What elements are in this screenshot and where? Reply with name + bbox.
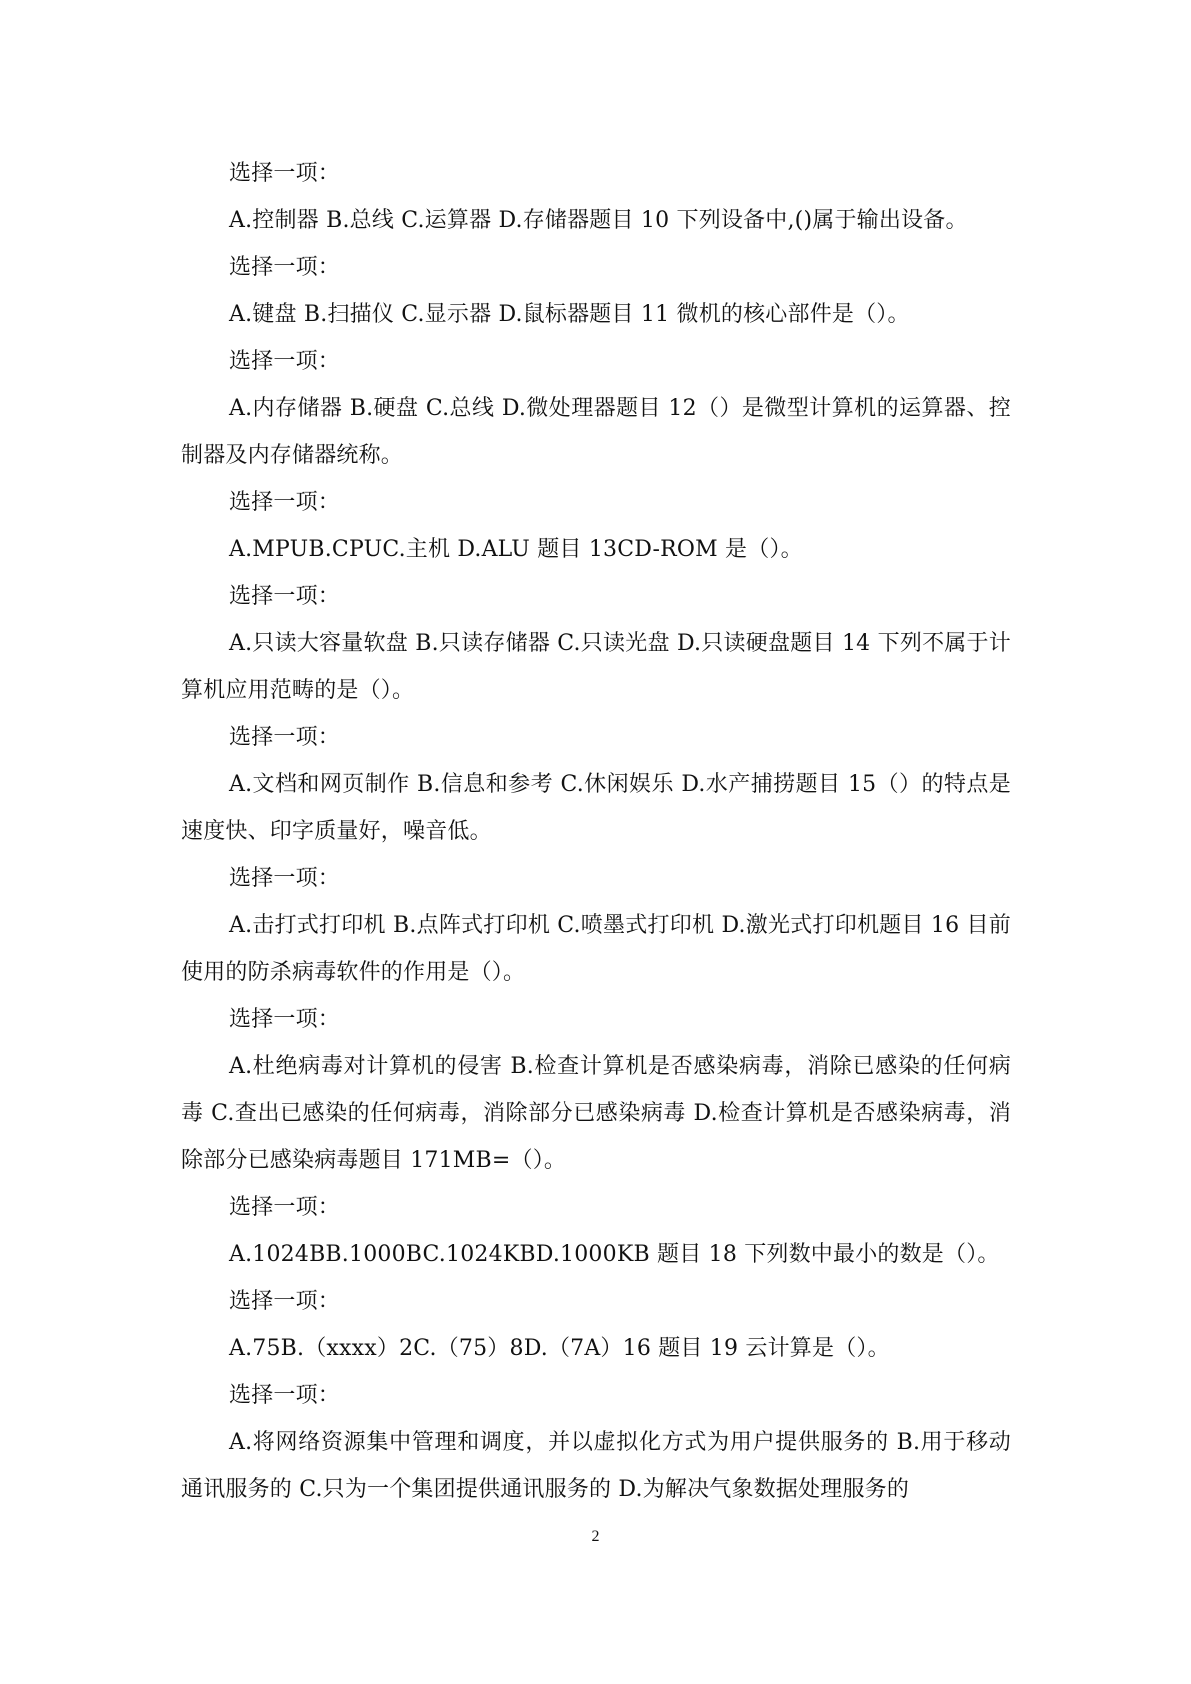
answer-options: A.杜绝病毒对计算机的侵害 B.检查计算机是否感染病毒，消除已感染的任何病毒 C.查出已感染的任何病毒，消除部分已感染病毒 D.检查计算机是否感染病毒，消除部分已感染病毒题目 171MB=（）。 <box>181 1054 1011 1173</box>
answer-options: A.75B.（xxxx）2C.（75）8D.（7A）16 题目 19 云计算是（）。 <box>229 1336 890 1361</box>
prompt-select-one: 选择一项： <box>229 1289 341 1314</box>
answer-options: A.文档和网页制作 B.信息和参考 C.休闲娱乐 D.水产捕捞题目 15（）的特点是速度快、印字质量好，噪音低。 <box>181 772 1011 844</box>
answer-options: A.只读大容量软盘 B.只读存储器 C.只读光盘 D.只读硬盘题目 14 下列不属于计算机应用范畴的是（）。 <box>181 631 1011 703</box>
answer-options: A.控制器 B.总线 C.运算器 D.存储器题目 10 下列设备中,()属于输出设备。 <box>229 208 968 233</box>
prompt-select-one: 选择一项： <box>229 349 341 374</box>
prompt-select-one: 选择一项： <box>229 161 341 186</box>
prompt-select-one: 选择一项： <box>229 1383 341 1408</box>
prompt-select-one: 选择一项： <box>229 866 341 891</box>
answer-options: A.MPUB.CPUC.主机 D.ALU 题目 13CD-ROM 是（）。 <box>229 537 803 562</box>
answer-options: A.键盘 B.扫描仪 C.显示器 D.鼠标器题目 11 微机的核心部件是（）。 <box>229 302 910 327</box>
answer-options: A.1024BB.1000BC.1024KBD.1000KB 题目 18 下列数中最小的数是（）。 <box>229 1242 1000 1267</box>
answer-options: A.内存储器 B.硬盘 C.总线 D.微处理器题目 12（）是微型计算机的运算器、控制器及内存储器统称。 <box>181 396 1011 468</box>
answer-options: A.将网络资源集中管理和调度，并以虚拟化方式为用户提供服务的 B.用于移动通讯服务的 C.只为一个集团提供通讯服务的 D.为解决气象数据处理服务的 <box>181 1430 1011 1502</box>
prompt-select-one: 选择一项： <box>229 1195 341 1220</box>
prompt-select-one: 选择一项： <box>229 584 341 609</box>
page-number: 2 <box>591 1528 600 1545</box>
answer-options: A.击打式打印机 B.点阵式打印机 C.喷墨式打印机 D.激光式打印机题目 16 目前使用的防杀病毒软件的作用是（）。 <box>181 913 1011 985</box>
document-body <box>181 150 1011 1513</box>
prompt-select-one: 选择一项： <box>229 1007 341 1032</box>
prompt-select-one: 选择一项： <box>229 490 341 515</box>
prompt-select-one: 选择一项： <box>229 725 341 750</box>
prompt-select-one: 选择一项： <box>229 255 341 280</box>
